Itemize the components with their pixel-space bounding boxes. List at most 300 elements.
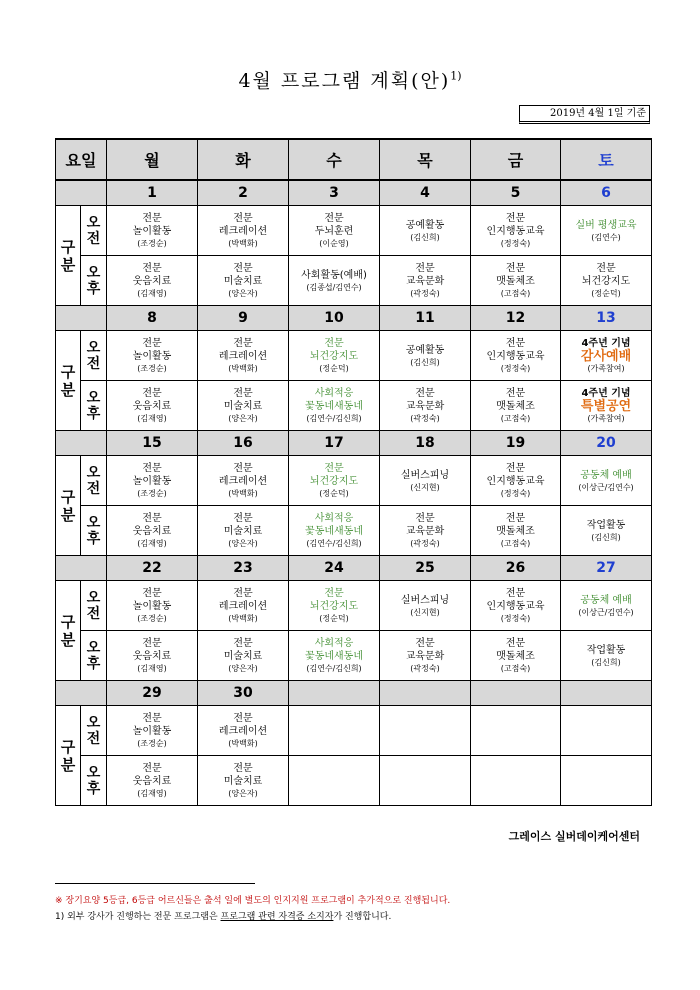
program-cell-wed xyxy=(289,331,380,381)
program-instructor: (이순영) xyxy=(319,239,349,248)
program-name: 교육문화 xyxy=(405,651,445,662)
date-cell-mon: 29 xyxy=(107,681,198,706)
program-cell-sat xyxy=(561,706,652,756)
date-cell-sat: 13 xyxy=(561,306,652,331)
am-row xyxy=(56,206,652,256)
date-basis: 2019년 4월 1일 기준 xyxy=(519,105,650,124)
program-cell-fri xyxy=(471,756,561,806)
date-row xyxy=(56,180,652,206)
program-cell-thu xyxy=(380,256,471,306)
program-name: 공예활동 xyxy=(405,219,445,231)
program-name: 웃음치료 xyxy=(132,776,172,787)
weekday-header-row xyxy=(56,139,652,180)
program-instructor: (정정숙) xyxy=(500,614,531,623)
center-name: 그레이스 실버데이케어센터 xyxy=(508,830,640,843)
date-row-blank xyxy=(56,180,107,206)
program-line1: 전문 xyxy=(233,263,253,274)
program-instructor: (박백화) xyxy=(228,614,258,623)
program-cell-thu xyxy=(380,331,471,381)
date-cell-wed: 3 xyxy=(289,180,380,206)
program-name: 레크레이션 xyxy=(218,226,268,237)
program-cell-wed xyxy=(289,456,380,506)
program-name: 뇌건강지도 xyxy=(309,601,359,612)
program-name: 감사예배 xyxy=(580,349,632,364)
program-name: 뇌건강지도 xyxy=(581,276,631,287)
program-instructor: (신지현) xyxy=(410,482,440,492)
program-name: 맷돌체조 xyxy=(496,401,535,412)
date-row-blank xyxy=(56,556,107,581)
date-cell-wed xyxy=(289,681,380,706)
gubun-label xyxy=(56,456,81,556)
pm-label-char: 후 xyxy=(86,780,101,797)
program-cell-thu xyxy=(380,581,471,631)
program-instructor: (정순덕) xyxy=(591,289,621,298)
gubun-label xyxy=(56,206,81,306)
program-name: 맷돌체조 xyxy=(496,526,535,537)
gubun-char: 구 xyxy=(60,612,76,631)
program-name: 인지행동교육 xyxy=(486,476,545,487)
date-row xyxy=(56,431,652,456)
date-cell-tue: 9 xyxy=(198,306,289,331)
program-calendar-table xyxy=(55,138,652,806)
program-name: 웃음치료 xyxy=(132,651,172,662)
gubun-char: 분 xyxy=(60,505,76,524)
am-label-char: 전 xyxy=(86,230,101,247)
pm-label-char: 후 xyxy=(86,280,101,297)
title-text: 4월 프로그램 계획(안) xyxy=(238,70,451,92)
program-line1: 사회적응 xyxy=(314,638,354,649)
program-instructor: (김연수/김신희) xyxy=(306,414,362,423)
program-cell-mon xyxy=(107,581,198,631)
program-name: 뇌건강지도 xyxy=(309,351,359,362)
program-instructor: (조경순) xyxy=(137,739,167,748)
pm-label-char: 오 xyxy=(86,764,101,781)
program-instructor: (정정숙) xyxy=(500,364,531,373)
pm-row xyxy=(56,631,652,681)
program-instructor: (고점숙) xyxy=(500,414,531,423)
program-instructor: (곽정숙) xyxy=(410,289,440,298)
program-line1: 전문 xyxy=(505,513,526,524)
program-cell-thu xyxy=(380,381,471,431)
date-cell-sat: 27 xyxy=(561,556,652,581)
program-instructor: (곽정숙) xyxy=(410,414,440,423)
am-label-char: 전 xyxy=(86,480,101,497)
program-name: 공동체 예배 xyxy=(580,594,632,606)
program-instructor: (김연수/김신희) xyxy=(306,664,362,673)
gubun-char: 분 xyxy=(60,380,76,399)
program-line1: 사회적응 xyxy=(314,513,354,524)
gubun-char: 구 xyxy=(60,237,76,256)
program-instructor: (고점숙) xyxy=(500,539,531,548)
date-cell-wed: 10 xyxy=(289,306,380,331)
program-instructor: (김연수/김신희) xyxy=(306,539,362,548)
program-line1: 사회적응 xyxy=(314,388,354,399)
program-cell-tue xyxy=(198,756,289,806)
date-cell-fri: 5 xyxy=(471,180,561,206)
program-cell-thu xyxy=(380,631,471,681)
program-instructor: (신지현) xyxy=(410,607,440,617)
program-name: 꽃동네새동네 xyxy=(305,401,363,412)
am-label-char: 전 xyxy=(86,605,101,622)
program-name: 레크레이션 xyxy=(218,351,268,362)
date-cell-thu: 4 xyxy=(380,180,471,206)
program-name: 작업활동 xyxy=(586,519,626,531)
pm-row xyxy=(56,256,652,306)
program-cell-fri xyxy=(471,381,561,431)
program-name: 웃음치료 xyxy=(132,526,172,537)
program-name: 공동체 예배 xyxy=(580,469,632,481)
title-footnote-ref: 1) xyxy=(450,69,462,83)
program-cell-wed xyxy=(289,581,380,631)
program-name: 놀이활동 xyxy=(132,726,172,737)
program-line1: 전문 xyxy=(596,263,616,274)
gubun-char: 분 xyxy=(60,630,76,649)
footnote-grade-note: ※ 장기요양 5등급, 6등급 어르신들은 출석 일에 별도의 인지지원 프로그램이 추가적으로 진행됩니다. xyxy=(55,896,451,906)
program-line1: 전문 xyxy=(233,713,253,724)
gubun-char: 구 xyxy=(60,362,76,381)
program-line1: 전문 xyxy=(142,213,162,224)
date-cell-sat: 6 xyxy=(561,180,652,206)
program-line1: 전문 xyxy=(324,213,344,224)
date-cell-fri: 26 xyxy=(471,556,561,581)
program-name: 놀이활동 xyxy=(132,226,172,237)
pm-label xyxy=(81,381,107,431)
program-instructor: (양은자) xyxy=(228,664,258,673)
gubun-char: 분 xyxy=(60,755,76,774)
program-line1: 전문 xyxy=(324,588,344,599)
program-line1: 전문 xyxy=(233,513,253,524)
program-line1: 전문 xyxy=(415,263,435,274)
am-row xyxy=(56,706,652,756)
program-cell-thu xyxy=(380,456,471,506)
program-cell-sat xyxy=(561,256,652,306)
date-cell-fri xyxy=(471,681,561,706)
pm-label-char: 오 xyxy=(86,639,101,656)
date-row xyxy=(56,306,652,331)
program-line1: 4주년 기념 xyxy=(581,388,631,399)
program-name: 사회활동(예배) xyxy=(301,269,367,281)
program-instructor: (이상근/김연수) xyxy=(578,482,634,492)
program-name: 맷돌체조 xyxy=(496,651,535,662)
program-cell-tue xyxy=(198,456,289,506)
weekday-sat: 토 xyxy=(561,139,652,180)
program-instructor: (양은자) xyxy=(228,414,258,423)
program-cell-tue xyxy=(198,631,289,681)
pm-row xyxy=(56,381,652,431)
program-line1: 전문 xyxy=(415,388,435,399)
program-instructor: (정정숙) xyxy=(500,489,531,498)
program-cell-sat xyxy=(561,456,652,506)
am-label-char: 전 xyxy=(86,355,101,372)
program-instructor: (김재영) xyxy=(137,789,167,798)
weekday-tue: 화 xyxy=(198,139,289,180)
date-cell-mon: 8 xyxy=(107,306,198,331)
program-name: 놀이활동 xyxy=(132,351,172,362)
program-instructor: (정순덕) xyxy=(319,489,349,498)
program-instructor: (박백화) xyxy=(228,489,258,498)
program-line1: 전문 xyxy=(324,463,344,474)
date-cell-thu xyxy=(380,681,471,706)
program-name: 맷돌체조 xyxy=(496,276,535,287)
program-line1: 전문 xyxy=(324,338,344,349)
gubun-label xyxy=(56,706,81,806)
program-name: 작업활동 xyxy=(586,644,626,656)
program-line1: 4주년 기념 xyxy=(581,338,631,349)
am-label-char: 오 xyxy=(86,214,101,231)
pm-label xyxy=(81,256,107,306)
program-line1: 전문 xyxy=(142,638,162,649)
program-cell-wed xyxy=(289,756,380,806)
program-instructor: (김신희) xyxy=(591,532,621,542)
program-instructor: (고점숙) xyxy=(500,664,531,673)
date-cell-thu: 18 xyxy=(380,431,471,456)
program-name: 교육문화 xyxy=(405,276,445,287)
date-cell-tue: 2 xyxy=(198,180,289,206)
date-row xyxy=(56,681,652,706)
am-label-char: 오 xyxy=(86,714,101,731)
program-line1: 전문 xyxy=(233,463,253,474)
program-instructor: (양은자) xyxy=(228,789,258,798)
program-instructor: (조경순) xyxy=(137,489,167,498)
program-cell-wed xyxy=(289,381,380,431)
program-instructor: (김연수) xyxy=(591,232,621,242)
program-cell-thu xyxy=(380,506,471,556)
weekday-fri: 금 xyxy=(471,139,561,180)
date-cell-thu: 11 xyxy=(380,306,471,331)
program-name: 꽃동네새동네 xyxy=(305,651,363,662)
program-line1: 전문 xyxy=(142,463,162,474)
gubun-char: 분 xyxy=(60,255,76,274)
program-cell-tue xyxy=(198,256,289,306)
date-cell-sat: 20 xyxy=(561,431,652,456)
program-cell-mon xyxy=(107,506,198,556)
program-name: 미술치료 xyxy=(223,776,263,787)
program-cell-tue xyxy=(198,506,289,556)
date-cell-mon: 22 xyxy=(107,556,198,581)
am-label xyxy=(81,581,107,631)
program-instructor: (김신희) xyxy=(410,357,440,367)
am-row xyxy=(56,456,652,506)
program-cell-mon xyxy=(107,331,198,381)
program-line1: 전문 xyxy=(415,638,435,649)
am-label-char: 오 xyxy=(86,464,101,481)
date-cell-sat xyxy=(561,681,652,706)
date-cell-mon: 15 xyxy=(107,431,198,456)
program-instructor: (곽정숙) xyxy=(410,664,440,673)
program-instructor: (조경순) xyxy=(137,239,167,248)
gubun-char: 구 xyxy=(60,737,76,756)
program-line1: 전문 xyxy=(233,763,253,774)
program-cell-sat xyxy=(561,206,652,256)
program-cell-mon xyxy=(107,206,198,256)
program-line1: 전문 xyxy=(505,588,526,599)
program-cell-thu xyxy=(380,206,471,256)
program-name: 꽃동네새동네 xyxy=(305,526,363,537)
program-instructor: (양은자) xyxy=(228,289,258,298)
program-instructor: (정정숙) xyxy=(500,239,531,248)
weekday-wed: 수 xyxy=(289,139,380,180)
date-cell-fri: 19 xyxy=(471,431,561,456)
program-instructor: (조경순) xyxy=(137,364,167,373)
pm-label-char: 후 xyxy=(86,655,101,672)
date-cell-tue: 23 xyxy=(198,556,289,581)
footnote2-post: 가 진행합니다. xyxy=(333,912,392,922)
am-label-char: 전 xyxy=(86,730,101,747)
am-label-char: 오 xyxy=(86,339,101,356)
program-name: 교육문화 xyxy=(405,526,445,537)
program-line1: 전문 xyxy=(233,388,253,399)
footnote-divider xyxy=(55,883,255,884)
program-instructor: (김재영) xyxy=(137,539,167,548)
program-cell-wed xyxy=(289,206,380,256)
footnote-instructor-note xyxy=(55,909,391,922)
program-cell-mon xyxy=(107,381,198,431)
footnote2-pre: 1) 외부 강사가 진행하는 전문 프로그램은 xyxy=(55,912,221,922)
program-instructor: (양은자) xyxy=(228,539,258,548)
am-label xyxy=(81,331,107,381)
date-cell-fri: 12 xyxy=(471,306,561,331)
program-cell-fri xyxy=(471,256,561,306)
program-cell-sat xyxy=(561,331,652,381)
program-cell-sat xyxy=(561,631,652,681)
program-cell-wed xyxy=(289,256,380,306)
date-cell-tue: 16 xyxy=(198,431,289,456)
weekday-thu: 목 xyxy=(380,139,471,180)
program-cell-fri xyxy=(471,706,561,756)
pm-row xyxy=(56,756,652,806)
program-line1: 전문 xyxy=(505,388,526,399)
pm-label-char: 후 xyxy=(86,405,101,422)
program-instructor: (김신희) xyxy=(410,232,440,242)
date-cell-mon: 1 xyxy=(107,180,198,206)
am-label xyxy=(81,206,107,256)
program-name: 미술치료 xyxy=(223,276,263,287)
program-cell-tue xyxy=(198,381,289,431)
program-line1: 전문 xyxy=(505,463,526,474)
program-name: 뇌건강지도 xyxy=(309,476,359,487)
program-name: 미술치료 xyxy=(223,401,263,412)
program-cell-mon xyxy=(107,756,198,806)
program-name: 인지행동교육 xyxy=(486,601,545,612)
date-cell-wed: 17 xyxy=(289,431,380,456)
date-row-blank xyxy=(56,431,107,456)
program-name: 특별공연 xyxy=(580,399,632,414)
program-name: 공예활동 xyxy=(405,344,445,356)
date-row-blank xyxy=(56,681,107,706)
weekday-mon: 월 xyxy=(107,139,198,180)
program-line1: 전문 xyxy=(233,638,253,649)
date-row xyxy=(56,556,652,581)
program-cell-mon xyxy=(107,631,198,681)
weekday-header-label: 요일 xyxy=(56,139,107,180)
footnote2-underlined: 프로그램 관련 자격증 소지자 xyxy=(220,912,334,922)
program-name: 레크레이션 xyxy=(218,601,268,612)
program-instructor: (박백화) xyxy=(228,239,258,248)
program-line1: 전문 xyxy=(142,763,162,774)
program-line1: 전문 xyxy=(233,338,253,349)
program-cell-tue xyxy=(198,581,289,631)
program-instructor: (김재영) xyxy=(137,664,167,673)
program-instructor: (김재영) xyxy=(137,414,167,423)
program-cell-thu xyxy=(380,706,471,756)
program-cell-fri xyxy=(471,331,561,381)
gubun-char: 구 xyxy=(60,487,76,506)
program-instructor: (곽정숙) xyxy=(410,539,440,548)
program-line1: 전문 xyxy=(142,588,162,599)
program-cell-fri xyxy=(471,581,561,631)
program-cell-tue xyxy=(198,706,289,756)
date-cell-thu: 25 xyxy=(380,556,471,581)
program-instructor: (정순덕) xyxy=(319,364,349,373)
program-line1: 전문 xyxy=(415,513,435,524)
am-row xyxy=(56,581,652,631)
program-line1: 전문 xyxy=(233,588,253,599)
program-name: 레크레이션 xyxy=(218,476,268,487)
program-name: 미술치료 xyxy=(223,651,263,662)
pm-label xyxy=(81,631,107,681)
pm-row xyxy=(56,506,652,556)
program-cell-wed xyxy=(289,706,380,756)
pm-label-char: 오 xyxy=(86,264,101,281)
gubun-label xyxy=(56,581,81,681)
program-cell-wed xyxy=(289,631,380,681)
program-cell-mon xyxy=(107,706,198,756)
program-name: 레크레이션 xyxy=(218,726,268,737)
program-line1: 전문 xyxy=(505,638,526,649)
program-cell-mon xyxy=(107,256,198,306)
program-line1: 전문 xyxy=(142,388,162,399)
program-cell-fri xyxy=(471,631,561,681)
date-cell-wed: 24 xyxy=(289,556,380,581)
am-label-char: 오 xyxy=(86,589,101,606)
program-cell-fri xyxy=(471,456,561,506)
program-cell-sat xyxy=(561,506,652,556)
program-cell-fri xyxy=(471,206,561,256)
date-row-blank xyxy=(56,306,107,331)
program-line1: 전문 xyxy=(142,263,162,274)
pm-label xyxy=(81,506,107,556)
program-instructor: (김재영) xyxy=(137,289,167,298)
program-cell-sat xyxy=(561,381,652,431)
program-name: 실버스피닝 xyxy=(400,594,450,606)
program-line1: 전문 xyxy=(142,713,162,724)
am-label xyxy=(81,456,107,506)
program-name: 웃음치료 xyxy=(132,401,172,412)
program-cell-sat xyxy=(561,756,652,806)
program-line1: 전문 xyxy=(505,213,526,224)
program-name: 인지행동교육 xyxy=(486,351,545,362)
program-name: 웃음치료 xyxy=(132,276,172,287)
pm-label-char: 오 xyxy=(86,514,101,531)
program-instructor: (정순덕) xyxy=(319,614,349,623)
program-cell-mon xyxy=(107,456,198,506)
program-line1: 전문 xyxy=(233,213,253,224)
program-instructor: (김종섭/김연수) xyxy=(306,282,362,292)
program-instructor: (박백화) xyxy=(228,739,258,748)
pm-label-char: 후 xyxy=(86,530,101,547)
program-name: 실버스피닝 xyxy=(400,469,450,481)
program-instructor: (박백화) xyxy=(228,364,258,373)
date-cell-tue: 30 xyxy=(198,681,289,706)
program-name: 두뇌훈련 xyxy=(314,226,354,237)
program-name: 실버 평생교육 xyxy=(575,219,637,231)
program-name: 놀이활동 xyxy=(132,601,172,612)
program-cell-thu xyxy=(380,756,471,806)
program-name: 놀이활동 xyxy=(132,476,172,487)
program-line1: 전문 xyxy=(142,513,162,524)
program-cell-tue xyxy=(198,331,289,381)
program-instructor: (조경순) xyxy=(137,614,167,623)
